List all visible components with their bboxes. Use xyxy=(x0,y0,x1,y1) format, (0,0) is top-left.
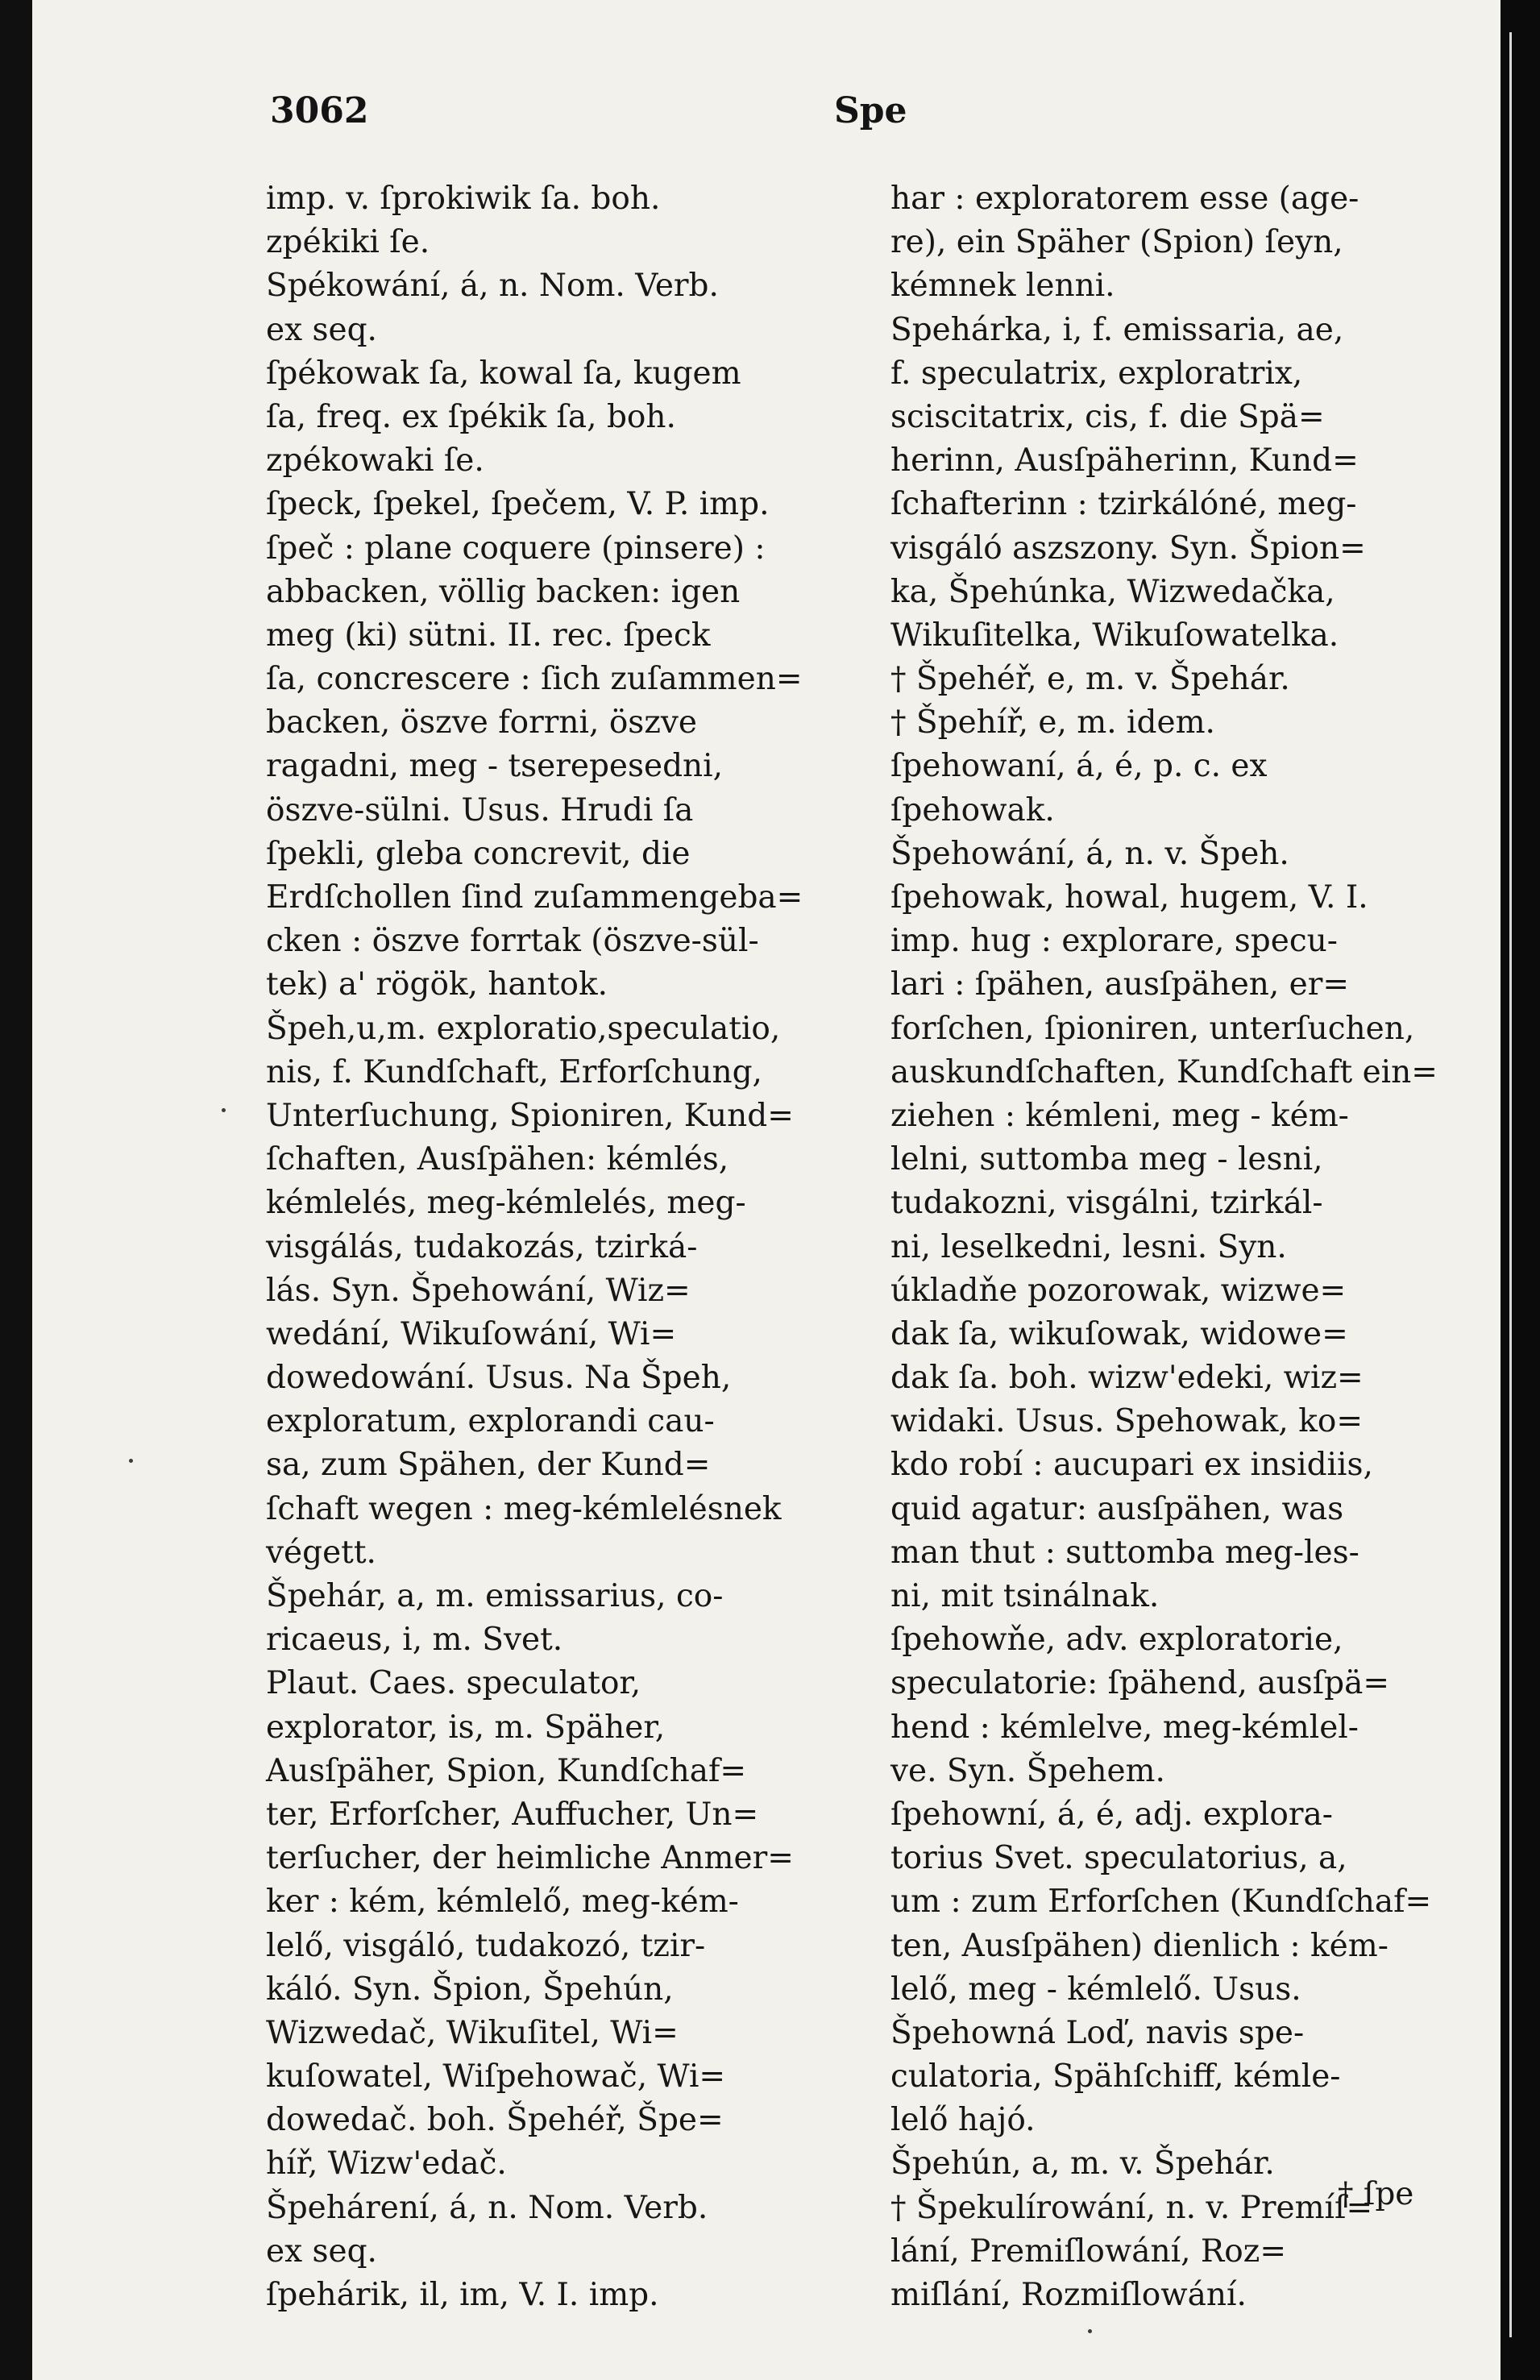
entry-line: lání, Premiſlowání, Roz= xyxy=(890,2233,1287,2270)
entry-line: ſpehowňe, adv. exploratorie, xyxy=(890,1622,1343,1659)
entry-line: lás. Syn. Špehowání, Wiz= xyxy=(266,1272,691,1309)
entry-line: ſpehowak. xyxy=(890,791,1055,829)
entry-line: végett. xyxy=(266,1534,376,1571)
entry-line: ſchaft wegen : meg-kémlelésnek xyxy=(266,1490,782,1527)
entry-line: lelő hajó. xyxy=(890,2102,1036,2139)
entry-line: ve. Syn. Špehem. xyxy=(890,1752,1165,1789)
entry-line: ſpehowaní, á, é, p. c. ex xyxy=(890,748,1268,785)
entry-line: zpékiki ſe. xyxy=(266,224,430,261)
entry-line: ſa, freq. ex ſpékik ſa, boh. xyxy=(266,398,676,435)
paper-speck xyxy=(222,1108,226,1112)
entry-line: exploratum, explorandi cau- xyxy=(266,1403,715,1440)
entry-line: sciscitatrix, cis, f. die Spä= xyxy=(890,398,1325,435)
entry-line: culatoria, Spähſchiff, kémle- xyxy=(890,2058,1341,2095)
entry-line: † Špehéř, e, m. v. Špehár. xyxy=(890,661,1290,698)
entry-line: Špehár, a, m. emissarius, co- xyxy=(266,1578,724,1614)
entry-line: Špehárení, á, n. Nom. Verb. xyxy=(266,2189,708,2226)
entry-line: dowedač. boh. Špehéř, Špe= xyxy=(266,2102,724,2139)
entry-line: forſchen, ſpioniren, unterſuchen, xyxy=(890,1010,1415,1047)
entry-line: Ausſpäher, Spion, Kundſchaf= xyxy=(266,1752,747,1789)
page-edge-line xyxy=(1509,32,1512,2337)
entry-line: Špehún, a, m. v. Špehár. xyxy=(890,2145,1275,2183)
entry-line: cken : öszve forrtak (öszve-sül- xyxy=(266,923,759,960)
entry-line: ex seq. xyxy=(266,311,377,348)
entry-line: har : exploratorem esse (age- xyxy=(890,181,1359,217)
entry-line: torius Svet. speculatorius, a, xyxy=(890,1840,1347,1877)
entry-line: Wizwedač, Wikuſitel, Wi= xyxy=(266,2014,679,2051)
entry-line: ſa, concrescere : ſich zuſammen= xyxy=(266,661,803,698)
entry-line: ni, mit tsinálnak. xyxy=(890,1578,1160,1614)
adjacent-page-edge xyxy=(1501,0,1540,2380)
right-column xyxy=(890,177,1501,2317)
entry-line: backen, öszve forrni, öszve xyxy=(266,704,697,741)
paper-speck xyxy=(129,1459,133,1463)
entry-line: ſpeč : plane coquere (pinsere) : xyxy=(266,530,766,567)
entry-line: úkladňe pozorowak, wizwe= xyxy=(890,1272,1347,1309)
entry-line: ſchafterinn : tzirkálóné, meg- xyxy=(890,486,1357,523)
entry-line: Plaut. Caes. speculator, xyxy=(266,1665,641,1702)
entry-line: imp. hug : explorare, specu- xyxy=(890,923,1338,960)
entry-line: † Špekulírowání, n. v. Premíſ= xyxy=(890,2189,1373,2226)
entry-line: re), ein Späher (Spion) ſeyn, xyxy=(890,224,1343,261)
entry-line: Wikuſitelka, Wikuſowatelka. xyxy=(890,617,1339,654)
entry-line: † Špehíř, e, m. idem. xyxy=(890,704,1215,741)
entry-line: ſpehowak, howal, hugem, V. I. xyxy=(890,879,1368,916)
entry-line: dak ſa. boh. wizw'edeki, wiz= xyxy=(890,1360,1364,1397)
entry-line: kémnek lenni. xyxy=(890,268,1115,305)
page-header xyxy=(270,90,931,155)
entry-line: tek) a' rögök, hantok. xyxy=(266,966,608,1003)
entry-line: f. speculatrix, exploratrix, xyxy=(890,355,1303,392)
page-number: 3062 xyxy=(270,90,369,131)
dictionary-page xyxy=(32,0,1501,2380)
entry-line: ker : kém, kémlelő, meg-kém- xyxy=(266,1884,739,1921)
entry-line: imp. v. ſprokiwik ſa. boh. xyxy=(266,181,661,217)
entry-line: Špehowání, á, n. v. Špeh. xyxy=(890,835,1289,872)
entry-line: widaki. Usus. Spehowak, ko= xyxy=(890,1403,1363,1440)
entry-line: terſucher, der heimliche Anmer= xyxy=(266,1840,794,1877)
entry-line: Erdſchollen ſind zuſammengeba= xyxy=(266,879,803,916)
entry-line: ragadni, meg - tserepesedni, xyxy=(266,748,724,785)
entry-line: miſlání, Rozmiſlowání. xyxy=(890,2277,1247,2313)
entry-line: sa, zum Spähen, der Kund= xyxy=(266,1447,711,1484)
entry-line: Spehárka, i, f. emissaria, ae, xyxy=(890,311,1344,348)
entry-line: káló. Syn. Špion, Špehún, xyxy=(266,1971,674,2008)
entry-line: explorator, is, m. Späher, xyxy=(266,1709,666,1746)
entry-line: auskundſchaften, Kundſchaft ein= xyxy=(890,1053,1438,1090)
entry-line: ex seq. xyxy=(266,2233,377,2270)
entry-line: lelő, visgáló, tudakozó, tzir- xyxy=(266,1927,706,1964)
entry-line: um : zum Erforſchen (Kundſchaf= xyxy=(890,1884,1432,1921)
entry-line: ſpékowak ſa, kowal ſa, kugem xyxy=(266,355,741,392)
entry-line: tudakozni, visgálni, tzirkál- xyxy=(890,1185,1323,1222)
entry-line: ziehen : kémleni, meg - kém- xyxy=(890,1097,1349,1134)
entry-line: dowedowání. Usus. Na Špeh, xyxy=(266,1360,732,1397)
entry-line: kuſowatel, Wiſpehowač, Wi= xyxy=(266,2058,726,2095)
entry-line: öszve-sülni. Usus. Hrudi ſa xyxy=(266,791,694,829)
entry-line: lelő, meg - kémlelő. Usus. xyxy=(890,1971,1301,2008)
entry-line: ſpekli, gleba concrevit, die xyxy=(266,835,691,872)
entry-line: lari : ſpähen, ausſpähen, er= xyxy=(890,966,1350,1003)
entry-line: abbacken, völlig backen: igen xyxy=(266,573,741,610)
paper-speck xyxy=(1088,2329,1092,2333)
entry-line: meg (ki) sütni. II. rec. ſpeck xyxy=(266,617,711,654)
entry-line: nis, f. Kundſchaft, Erforſchung, xyxy=(266,1053,762,1090)
entry-line: quid agatur: ausſpähen, was xyxy=(890,1490,1344,1527)
left-column xyxy=(266,177,862,2317)
catchword: † ſpe xyxy=(1338,2176,1414,2212)
entry-line: híř, Wizw'edač. xyxy=(266,2145,507,2183)
entry-line: ka, Špehúnka, Wizwedačka, xyxy=(890,573,1335,610)
entry-line: visgálás, tudakozás, tzirká- xyxy=(266,1228,698,1265)
entry-line: hend : kémlelve, meg-kémlel- xyxy=(890,1709,1359,1746)
entry-line: ni, leselkedni, lesni. Syn. xyxy=(890,1228,1287,1265)
entry-line: Špehowná Loď, navis spe- xyxy=(890,2014,1305,2051)
entry-line: lelni, suttomba meg - lesni, xyxy=(890,1141,1323,1178)
entry-line: speculatorie: ſpähend, ausſpä= xyxy=(890,1665,1390,1702)
entry-line: ten, Ausſpähen) dienlich : kém- xyxy=(890,1927,1388,1964)
entry-line: dak ſa, wikuſowak, widowe= xyxy=(890,1315,1348,1352)
entry-line: ricaeus, i, m. Svet. xyxy=(266,1622,563,1659)
entry-line: ſchaften, Ausſpähen: kémlés, xyxy=(266,1141,729,1178)
entry-line: Unterſuchung, Spioniren, Kund= xyxy=(266,1097,794,1134)
entry-line: ſpeck, ſpekel, ſpečem, V. P. imp. xyxy=(266,486,770,523)
entry-line: zpékowaki ſe. xyxy=(266,442,484,480)
entry-line: Špeh,u,m. exploratio,speculatio, xyxy=(266,1010,781,1047)
entry-line: herinn, Ausſpäherinn, Kund= xyxy=(890,442,1359,480)
entry-line: visgáló aszszony. Syn. Špion= xyxy=(890,530,1366,567)
entry-line: ſpehárik, il, im, V. I. imp. xyxy=(266,2277,659,2313)
entry-line: ſpehowní, á, é, adj. explora- xyxy=(890,1796,1333,1833)
entry-line: kémlelés, meg-kémlelés, meg- xyxy=(266,1185,746,1222)
entry-line: wedání, Wikuſowání, Wi= xyxy=(266,1315,677,1352)
entry-line: Spékowání, á, n. Nom. Verb. xyxy=(266,268,719,305)
entry-line: man thut : suttomba meg-les- xyxy=(890,1534,1359,1571)
entry-line: ter, Erforſcher, Auffucher, Un= xyxy=(266,1796,759,1833)
entry-line: kdo robí : aucupari ex insidiis, xyxy=(890,1447,1373,1484)
running-head: Spe xyxy=(834,90,907,131)
